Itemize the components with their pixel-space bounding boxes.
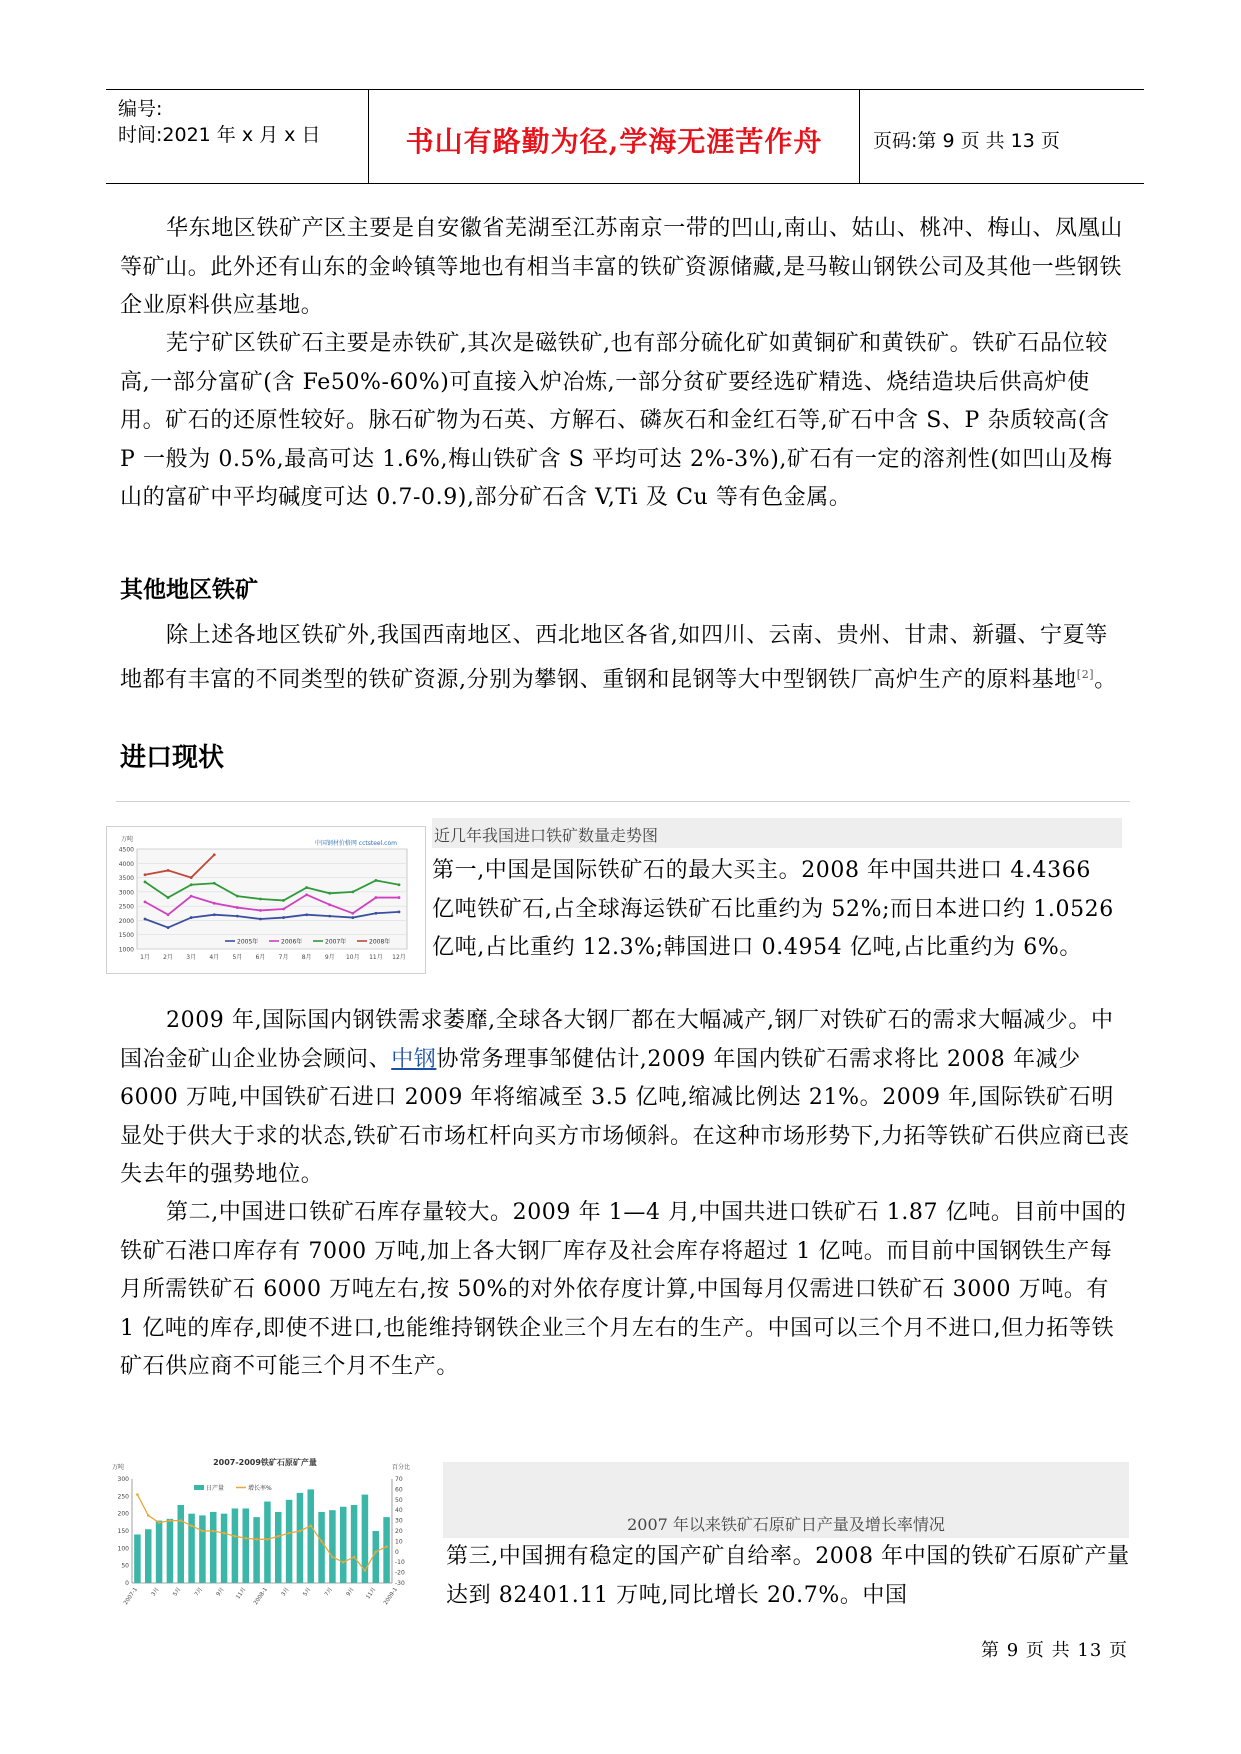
x-tick-label: 2月 xyxy=(163,954,174,961)
time-label: 时间:2021 年 x 月 x 日 xyxy=(118,124,321,146)
growth-rate-point xyxy=(190,1525,193,1528)
paragraph-second-point: 第二,中国进口铁矿石库存量较大。2009 年 1—4 月,中国共进口铁矿石 1.87 亿吨。目前中国的铁矿石港口库存有 7000 万吨,加上各大钢厂库存及社会库存将超过 1 亿吨。而目前中国钢铁生产每月所需铁矿石 6000 万吨左右,按 50%的对外依存度计算,中国每月仅需进口铁矿石 3000 万吨。有 1 亿吨的库存,即使不进口,也能维持钢铁企业三个月左右的生产。中国可以三个月不进口,但力拓等铁矿石供应商不可能三个月不生产。 xyxy=(120,1200,1127,1379)
y2-tick-label: 30 xyxy=(395,1517,403,1525)
caption-box-1 xyxy=(432,818,1122,848)
bar xyxy=(210,1512,217,1583)
reference-mark[interactable]: [2] xyxy=(1076,667,1095,681)
growth-rate-point xyxy=(255,1538,258,1541)
growth-rate-point xyxy=(374,1551,377,1554)
paragraph-east-china: 华东地区铁矿产区主要是自安徽省芜湖至江苏南京一带的凹山,南山、姑山、桃冲、梅山、凤凰山等矿山。此外还有山东的金岭镇等地也有相当丰富的铁矿资源储藏,是马鞍山钢铁公司及其他一些钢铁企业原料供应基地。 xyxy=(120,216,1123,318)
bar xyxy=(243,1508,250,1583)
series-point xyxy=(144,873,147,876)
x-tick-label: 8月 xyxy=(301,954,312,961)
series-point xyxy=(190,916,193,919)
bar xyxy=(264,1502,271,1583)
bar xyxy=(221,1514,228,1583)
legend-swatch-bar xyxy=(194,1485,204,1490)
series-point xyxy=(259,918,262,921)
series-point xyxy=(167,913,170,916)
y-tick-label: 1000 xyxy=(118,946,134,954)
legend-label: 2005年 xyxy=(237,938,259,946)
y-tick-label: 150 xyxy=(117,1528,129,1535)
y-tick-label: 4000 xyxy=(118,860,134,868)
growth-rate-point xyxy=(342,1561,345,1564)
x-tick-label: 11月 xyxy=(235,1586,248,1601)
section-divider xyxy=(116,801,1130,802)
series-point xyxy=(167,926,170,929)
series-point xyxy=(351,890,354,893)
page-footer: 第 9 页 共 13 页 xyxy=(981,1640,1128,1661)
growth-rate-point xyxy=(266,1538,269,1541)
x-tick-label: 12月 xyxy=(392,954,406,961)
growth-rate-point xyxy=(277,1535,280,1538)
series-point xyxy=(144,900,147,903)
growth-rate-point xyxy=(147,1514,150,1517)
y2-tick-label: 60 xyxy=(395,1486,403,1494)
ore-production-chart xyxy=(106,1455,424,1635)
x-tick-label: 7月 xyxy=(278,954,289,961)
series-point xyxy=(190,876,193,879)
y-tick-label: 250 xyxy=(117,1493,129,1501)
series-point xyxy=(167,896,170,899)
series-point xyxy=(144,918,147,921)
y2-tick-label: -20 xyxy=(395,1569,405,1577)
series-point xyxy=(305,913,308,916)
paragraph-first-point: 第一,中国是国际铁矿石的最大买主。2008 年中国共进口 4.4366 亿吨铁矿石,占全球海运铁矿石比重约为 52%;而日本进口约 1.0526 亿吨,占比重约 12.3%;韩国进口 0.4954 亿吨,占比重约为 6%。 xyxy=(432,858,1114,960)
series-point xyxy=(398,896,401,899)
growth-rate-point xyxy=(179,1519,182,1522)
zhonggang-link[interactable]: 中钢 xyxy=(391,1046,437,1072)
y2-tick-label: -30 xyxy=(395,1580,405,1587)
x-tick-label: 7月 xyxy=(323,1586,335,1598)
series-point xyxy=(351,916,354,919)
x-tick-label: 2008-1 xyxy=(252,1586,270,1607)
series-point xyxy=(213,853,216,856)
y-tick-label: 100 xyxy=(117,1545,129,1553)
bar xyxy=(308,1489,315,1583)
bar xyxy=(275,1512,282,1583)
series-point xyxy=(398,910,401,913)
header-left-cell xyxy=(106,90,368,183)
series-point xyxy=(190,883,193,886)
y2-tick-label: 10 xyxy=(395,1538,403,1546)
series-point xyxy=(236,895,239,898)
series-point xyxy=(282,899,285,902)
growth-rate-point xyxy=(212,1530,215,1533)
x-tick-label: 3月 xyxy=(150,1586,161,1598)
x-tick-label: 7月 xyxy=(193,1586,205,1598)
growth-rate-point xyxy=(136,1493,139,1496)
header-right-cell xyxy=(859,90,1144,183)
bar xyxy=(253,1517,259,1583)
y-tick-label: 0 xyxy=(125,1580,129,1587)
y-tick-label: 1500 xyxy=(118,932,134,940)
legend-label: 增长率% xyxy=(248,1485,272,1492)
page-label: 页码:第 9 页 共 13 页 xyxy=(873,130,1060,152)
growth-rate-point xyxy=(158,1521,161,1524)
series-point xyxy=(190,895,193,898)
x-tick-label: 2007-1 xyxy=(122,1586,140,1607)
bar xyxy=(167,1519,174,1583)
number-label: 编号: xyxy=(118,98,163,120)
header-table xyxy=(106,89,1144,184)
paragraph-demand-2009-text-a: 2009 年,国际国内钢铁需求萎靡,全球各大钢厂都在大幅减产,钢厂对铁矿石的需求大幅减少。中国冶金矿山企业协会顾问、 xyxy=(120,1008,1114,1072)
x-tick-label: 11月 xyxy=(369,954,383,961)
series-point xyxy=(305,886,308,889)
x-tick-label: 6月 xyxy=(255,954,266,961)
series-point xyxy=(328,915,331,918)
growth-rate-point xyxy=(353,1556,356,1559)
paragraph-end-mark: 。 xyxy=(1094,666,1117,692)
paragraph-demand-2009 xyxy=(120,1002,1130,1195)
series-point xyxy=(213,902,216,905)
header-center-cell xyxy=(368,90,860,183)
bar xyxy=(329,1510,336,1583)
series-point xyxy=(351,912,354,915)
y-tick-label: 2000 xyxy=(118,917,134,925)
series-point xyxy=(259,898,262,901)
y-tick-label: 50 xyxy=(121,1562,129,1570)
x-tick-label: 9月 xyxy=(345,1586,356,1598)
growth-rate-point xyxy=(309,1525,312,1528)
bar xyxy=(340,1507,347,1583)
y2-tick-label: 0 xyxy=(395,1548,399,1556)
growth-rate-point xyxy=(169,1519,172,1522)
series-point xyxy=(398,883,401,886)
y2-tick-label: 50 xyxy=(395,1496,403,1504)
bar xyxy=(383,1517,390,1583)
series-point xyxy=(144,880,147,883)
y2-tick-label: 20 xyxy=(395,1528,403,1535)
paragraph-wuning: 芜宁矿区铁矿石主要是赤铁矿,其次是磁铁矿,也有部分硫化矿如黄铜矿和黄铁矿。铁矿石品位较高,一部分富矿(含 Fe50%-60%)可直接入炉冶炼,一部分贫矿要经选矿精选、烧结造块后供高炉使用。矿石的还原性较好。脉石矿物为石英、方解石、磷灰石和金红石等,矿石中含 S、P 杂质较高(含 P 一般为 0.5%,最高可达 1.6%,梅山铁矿含 S 平均可达 2%-3%),矿石有一定的溶剂性(如凹山及梅山的富矿中平均碱度可达 0.7-0.9),部分矿石含 V,Ti 及 Cu 等有色金属。 xyxy=(120,331,1113,510)
bar xyxy=(297,1493,304,1583)
series-point xyxy=(305,893,308,896)
x-tick-label: 9月 xyxy=(215,1586,226,1598)
y2-tick-label: 40 xyxy=(395,1507,403,1515)
heading-import-status: 进口现状 xyxy=(120,743,225,773)
growth-rate-point xyxy=(364,1569,367,1572)
y-axis-unit: 万吨 xyxy=(112,1464,125,1471)
bar xyxy=(145,1529,152,1583)
x-tick-label: 5月 xyxy=(172,1586,183,1598)
series-point xyxy=(375,912,378,915)
legend-label: 2008年 xyxy=(369,938,391,946)
paragraph-other-regions xyxy=(120,617,1130,699)
y2-axis-unit: 百分比 xyxy=(391,1464,410,1471)
paragraph-third-point: 第三,中国拥有稳定的国产矿自给率。2008 年中国的铁矿石原矿产量达到 82401.11 万吨,同比增长 20.7%。中国 xyxy=(446,1544,1130,1608)
bar xyxy=(199,1515,206,1583)
growth-rate-point xyxy=(234,1535,237,1538)
series-point xyxy=(328,892,331,895)
series-point xyxy=(282,908,285,911)
bar xyxy=(286,1500,293,1583)
bar xyxy=(156,1521,163,1583)
x-tick-label: 1月 xyxy=(140,954,150,961)
x-tick-label: 9月 xyxy=(324,954,335,961)
series-point xyxy=(375,896,378,899)
series-point xyxy=(213,882,216,885)
y-tick-label: 200 xyxy=(117,1510,129,1518)
series-point xyxy=(259,909,262,912)
series-point xyxy=(328,903,331,906)
growth-rate-point xyxy=(244,1537,247,1540)
caption-box-2 xyxy=(443,1462,1129,1538)
x-tick-label: 5月 xyxy=(302,1586,313,1598)
import-trend-chart-svg xyxy=(107,827,425,973)
chart-watermark: 中国钢材价格网 cctsteel.com xyxy=(314,840,397,847)
legend-label: 2006年 xyxy=(281,938,303,946)
bar xyxy=(134,1534,140,1583)
y-tick-label: 3000 xyxy=(118,889,134,897)
bar xyxy=(318,1512,325,1583)
growth-rate-point xyxy=(299,1530,302,1533)
chart-title: 2007-2009铁矿石原矿产量 xyxy=(213,1458,317,1467)
ore-production-chart-svg xyxy=(106,1455,424,1635)
series-point xyxy=(375,879,378,882)
growth-rate-point xyxy=(223,1532,226,1535)
legend-label: 2007年 xyxy=(325,938,347,946)
x-tick-label: 4月 xyxy=(209,954,220,961)
motto: 书山有路勤为径,学海无涯苦作舟 xyxy=(405,125,823,158)
series-point xyxy=(282,916,285,919)
y2-tick-label: -10 xyxy=(395,1559,405,1567)
y-tick-label: 4500 xyxy=(118,846,134,854)
x-tick-label: 2009-1 xyxy=(382,1586,400,1607)
x-tick-label: 10月 xyxy=(345,954,360,961)
caption-import-trend: 近几年我国进口铁矿数量走势图 xyxy=(434,826,659,845)
series-point xyxy=(213,913,216,916)
y-tick-label: 3500 xyxy=(118,875,134,883)
legend-label: 日产量 xyxy=(206,1485,225,1492)
paragraph-demand-2009-text-b: 协常务理事邹健估计,2009 年国内铁矿石需求将比 2008 年减少 6000 万吨,中国铁矿石进口 2009 年将缩减至 3.5 亿吨,缩减比例达 21%。2009 年,国际铁矿石明显处于供大于求的状态,铁矿石市场杠杆向买方市场倾斜。在这种市场形势下,力拓等铁矿石供应商已丧失去年的强势地位。 xyxy=(120,1046,1130,1187)
bar xyxy=(178,1505,185,1583)
series-point xyxy=(236,906,239,909)
bar xyxy=(351,1505,358,1583)
x-tick-label: 3月 xyxy=(186,954,197,961)
import-trend-chart xyxy=(106,826,426,974)
growth-rate-point xyxy=(331,1556,334,1559)
heading-other-regions: 其他地区铁矿 xyxy=(120,577,258,603)
y2-tick-label: 70 xyxy=(395,1476,403,1483)
series-point xyxy=(236,915,239,918)
growth-rate-point xyxy=(320,1540,323,1543)
paragraph-other-regions-text: 除上述各地区铁矿外,我国西南地区、西北地区各省,如四川、云南、贵州、甘肃、新疆、宁夏等地都有丰富的不同类型的铁矿资源,分别为攀钢、重钢和昆钢等大中型钢铁厂高炉生产的原料基地 xyxy=(120,623,1108,692)
series-point xyxy=(167,869,170,872)
x-tick-label: 3月 xyxy=(280,1586,291,1598)
growth-rate-point xyxy=(288,1532,291,1535)
caption-ore-production: 2007 年以来铁矿石原矿日产量及增长率情况 xyxy=(627,1515,945,1534)
bar xyxy=(232,1508,239,1583)
x-tick-label: 5月 xyxy=(232,954,243,961)
y-axis-unit: 万吨 xyxy=(121,836,134,843)
growth-rate-line xyxy=(137,1495,386,1571)
growth-rate-point xyxy=(385,1545,388,1548)
growth-rate-point xyxy=(201,1530,204,1533)
y-tick-label: 300 xyxy=(117,1476,129,1483)
x-tick-label: 11月 xyxy=(365,1586,378,1601)
y-tick-label: 2500 xyxy=(118,903,134,911)
